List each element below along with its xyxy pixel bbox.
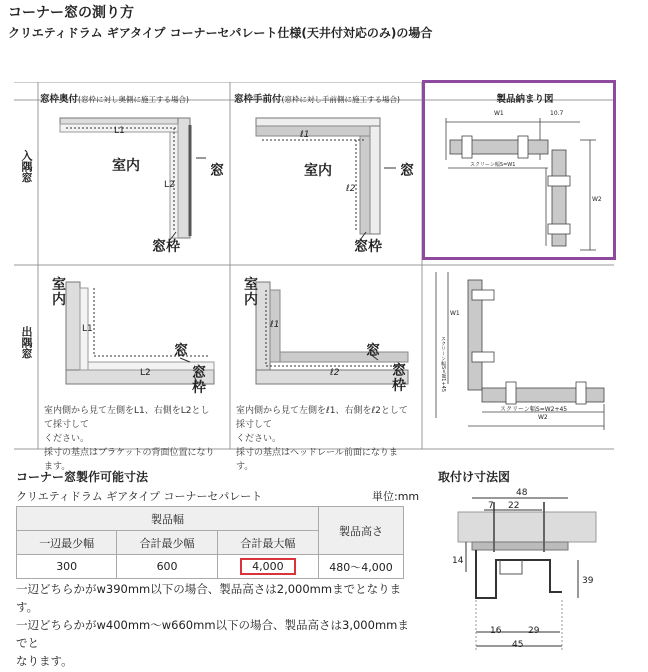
dim-14: 14	[452, 556, 464, 566]
spec-product-name: クリエティドラム ギアタイプ コーナーセパレート	[16, 490, 263, 503]
window-label: 窓	[210, 163, 224, 179]
spec-notes: 一辺どちらかがw390mm以下の場合、製品高さは2,000mmまでとなります。 一辺どちらかがw400mm～w660mm以下の場合、製品高さは3,000mmまでと なります。	[16, 582, 409, 668]
window-label: 窓	[174, 343, 188, 359]
w1-label: W1	[494, 110, 504, 117]
value-max-total: 4,000	[240, 558, 296, 575]
page-subtitle: クリエティドラム ギアタイプ コーナーセパレート仕様(天井付対応のみ)の場合	[8, 26, 433, 40]
dim-16: 16	[490, 626, 502, 636]
col-max-total: 合計最大幅	[217, 531, 318, 555]
page-title: コーナー窓の測り方	[8, 5, 134, 21]
value-min-side: 300	[17, 555, 117, 579]
spec-unit: 単位:mm	[372, 490, 420, 503]
room-label: 室内	[304, 163, 332, 179]
row-label-inner: 入隅窓	[20, 150, 33, 183]
room-label: 室内	[52, 277, 66, 308]
inner-back-diagram	[60, 118, 206, 240]
col-min-side: 一辺最少幅	[17, 531, 117, 555]
window-label: 窓	[400, 163, 414, 179]
value-height: 480～4,000	[319, 555, 404, 579]
l2-label: L2	[140, 368, 151, 378]
l1-label: ℓ1	[300, 130, 310, 140]
frame-label: 窓枠	[192, 365, 206, 396]
frame-label: 窓枠	[354, 239, 382, 255]
l1-label: L1	[114, 126, 125, 136]
col-header-back: 窓枠奥付(窓枠に対し奥側に施工する場合)	[40, 94, 189, 105]
room-label: 室内	[112, 158, 140, 174]
window-label: 窓	[366, 343, 380, 359]
w2-label: W2	[538, 414, 548, 421]
l2-label: L2	[164, 180, 175, 190]
fit-diagram-highlight	[422, 80, 616, 260]
dim-10-7-label: 10.7	[550, 110, 564, 117]
spec-table	[16, 506, 404, 579]
screen-w1-label: スクリーン幅S=W1	[470, 162, 516, 168]
note-front: 室内側から見て左側をℓ1、右側をℓ2として採寸して ください。 採寸の基点はヘッドレール前面になります。	[236, 406, 408, 472]
col-header-front: 窓枠手前付(窓枠に対し手前側に施工する場合)	[234, 94, 400, 105]
row-label-outer: 出隅窓	[20, 326, 33, 359]
screen-w2-label: スクリーン幅S=W2+45	[500, 406, 568, 413]
value-min-total: 600	[117, 555, 217, 579]
dim-7: 7	[488, 501, 494, 511]
mount-title: 取付け寸法図	[438, 470, 511, 484]
spec-section-title: コーナー窓製作可能寸法	[16, 470, 149, 484]
dim-29: 29	[528, 626, 540, 636]
w2-label: W2	[592, 196, 602, 203]
note-back: 室内側から見て左側をL1、右側をL2として採寸して ください。 採寸の基点はブラケットの背面位置になります。	[44, 406, 215, 472]
dim-39: 39	[582, 576, 594, 586]
l2-label: ℓ2	[346, 184, 356, 194]
dim-48: 48	[516, 488, 528, 498]
dim-22: 22	[508, 501, 520, 511]
col-min-total: 合計最少幅	[117, 531, 217, 555]
frame-label: 窓枠	[392, 363, 406, 394]
header-width: 製品幅	[17, 507, 319, 531]
dim-45: 45	[512, 640, 524, 650]
l1-label: L1	[82, 324, 93, 334]
screen-w1b-label: スクリーン幅S=W1+45	[440, 336, 446, 393]
l2-label: ℓ2	[330, 368, 340, 378]
value-max-total-cell	[217, 555, 318, 579]
frame-label: 窓枠	[152, 239, 180, 255]
col-header-fit: 製品納まり図	[496, 94, 554, 105]
header-height: 製品高さ	[319, 507, 404, 555]
l1-label: ℓ1	[270, 320, 280, 330]
w1-label: W1	[450, 310, 460, 317]
room-label: 室内	[244, 277, 258, 308]
